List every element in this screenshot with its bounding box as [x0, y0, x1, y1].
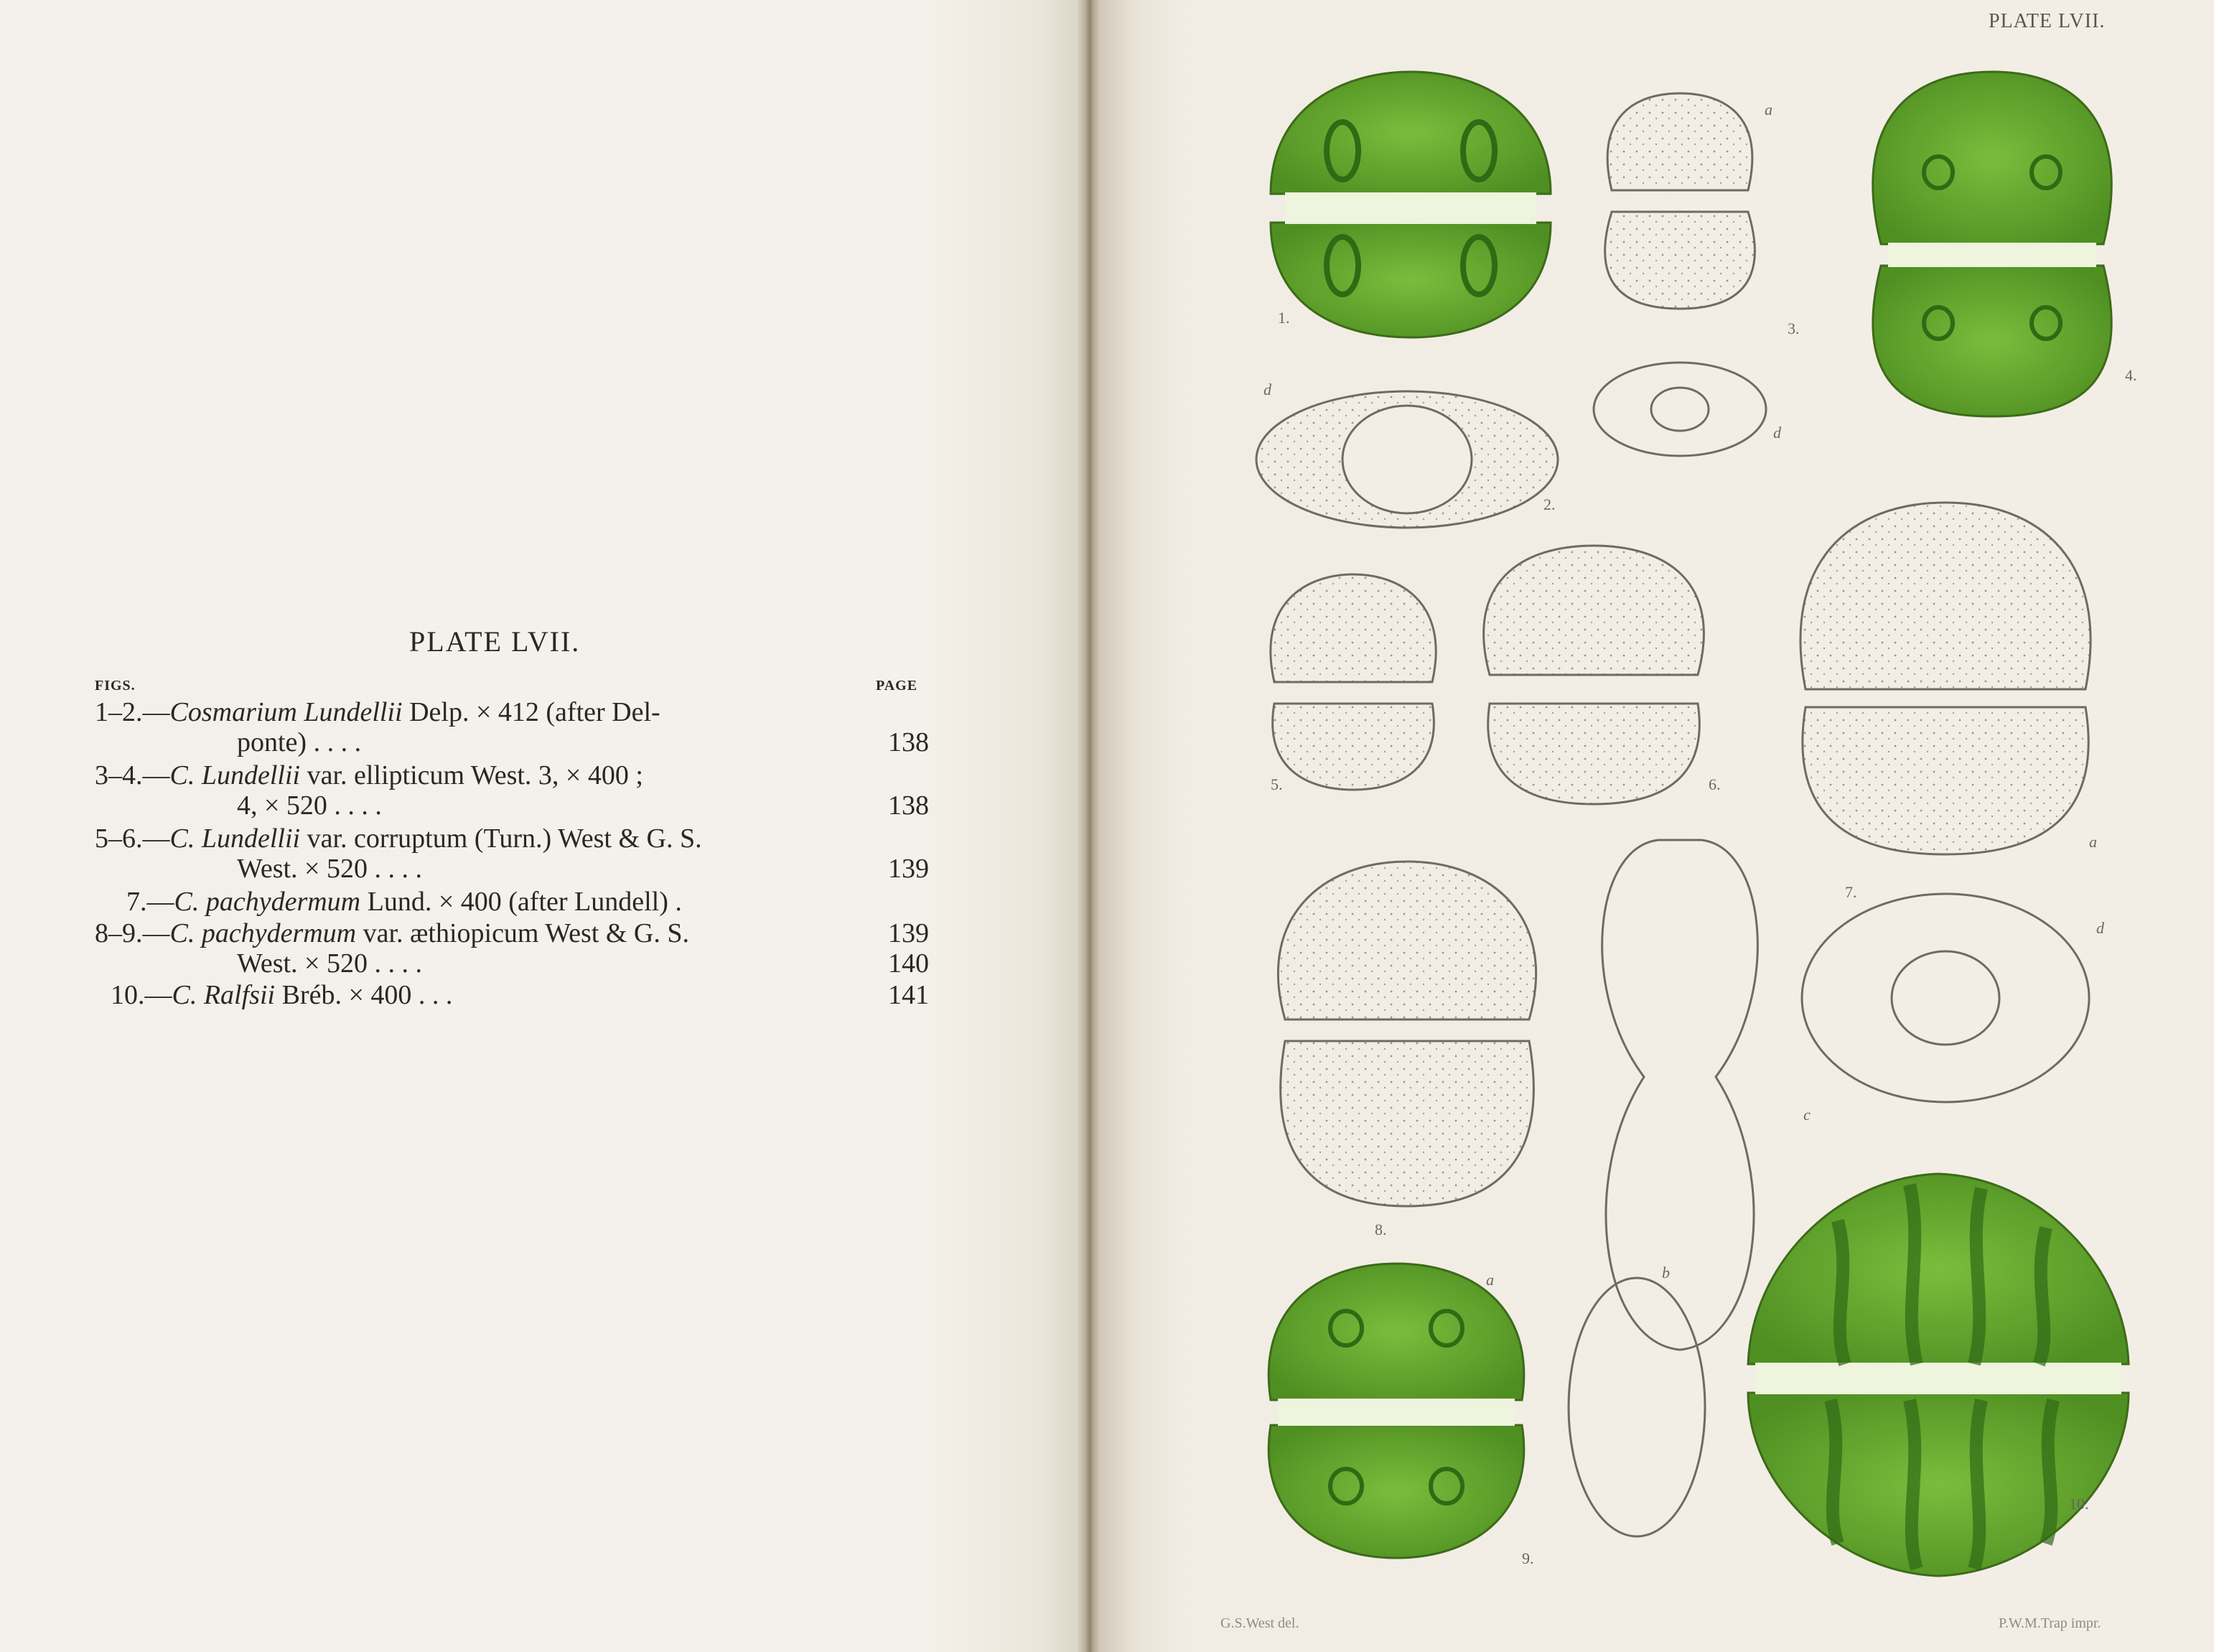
entry-row: [111, 979, 452, 1011]
entry-species: C. pachydermum: [169, 918, 357, 948]
figure-7c: [1602, 840, 1758, 1350]
figure-number: 6.: [1709, 775, 1721, 793]
entry-row: [95, 760, 643, 791]
figure-9b: [1569, 1278, 1705, 1536]
figure-letter: a: [2089, 833, 2097, 851]
figure-1: [1271, 72, 1551, 337]
figure-number: 8.: [1375, 1221, 1387, 1238]
entry-text: var. corruptum (Turn.) West & G. S.: [300, 823, 702, 854]
figure-4: [1873, 72, 2112, 416]
entry-text: Bréb. × 400 . . .: [275, 980, 453, 1010]
entry-text: Delp. × 412 (after Del-: [402, 697, 660, 727]
figure-letter: a: [1486, 1271, 1494, 1289]
figure-number: 9.: [1522, 1549, 1534, 1567]
entry-text: West. × 520 . . . .: [237, 854, 422, 884]
entry-species: C. Lundellii: [169, 760, 301, 790]
entry-figs: 8–9.—: [95, 918, 170, 948]
entry-text: ponte) . . . .: [237, 727, 362, 757]
plate-title: PLATE LVII.: [409, 625, 581, 658]
entry-figs: 10.—: [111, 980, 172, 1010]
entry-page: 141: [888, 980, 929, 1010]
figs-column-header: FIGS.: [95, 678, 136, 694]
figure-number: 2.: [1543, 495, 1556, 513]
figure-number: 4.: [2125, 366, 2137, 384]
entry-text: West. × 520 . . . .: [237, 948, 422, 979]
entry-row: [126, 886, 682, 918]
figure-10: [1748, 1174, 2129, 1576]
figure-6: [1484, 546, 1704, 804]
figure-letter: a: [1765, 101, 1772, 118]
credit-printer: P.W.M.Trap impr.: [1999, 1615, 2101, 1631]
entry-species: C. Lundellii: [169, 823, 301, 854]
figure-letter: d: [1773, 424, 1781, 442]
figure-number: 7.: [1845, 883, 1857, 901]
figure-7a: [1800, 503, 2091, 854]
figure-number: 5.: [1271, 775, 1283, 793]
figure-3d: [1594, 363, 1766, 456]
entry-figs: 5–6.—: [95, 823, 170, 854]
figure-letter: d: [1264, 381, 1271, 398]
running-head: PLATE LVII.: [1989, 10, 2106, 32]
figure-number: 10.: [2069, 1495, 2089, 1513]
entry-figs: 7.—: [126, 887, 174, 917]
entry-row: [237, 790, 382, 821]
entry-text: 4, × 520 . . . .: [237, 790, 382, 821]
entry-text: var. ellipticum West. 3, × 400 ;: [300, 760, 643, 790]
figure-number: 3.: [1788, 319, 1800, 337]
entry-page: 139: [888, 854, 929, 884]
figure-number: 1.: [1278, 309, 1290, 327]
entry-page: 138: [888, 790, 929, 821]
entry-species: C. Ralfsii: [172, 980, 276, 1010]
credit-artist: G.S.West del.: [1220, 1615, 1299, 1631]
page-column-header: PAGE: [876, 678, 918, 694]
entry-row: [237, 948, 422, 979]
figure-2: [1256, 391, 1558, 528]
entry-figs: 1–2.—: [95, 697, 170, 727]
entry-species: Cosmarium Lundellii: [169, 697, 403, 727]
entry-figs: 3–4.—: [95, 760, 170, 790]
entry-page: 139: [888, 918, 929, 948]
entry-row: [95, 823, 702, 854]
left-page: [0, 0, 1084, 1652]
plate-illustration: [1220, 57, 2154, 1601]
figure-9a: [1269, 1264, 1524, 1558]
entry-text: var. æthiopicum West & G. S.: [356, 918, 689, 948]
entry-species: C. pachydermum: [174, 887, 361, 917]
figure-5: [1271, 574, 1436, 790]
entry-row: [237, 727, 361, 758]
entry-page: 140: [888, 948, 929, 979]
entry-page: 138: [888, 727, 929, 757]
entry-row: [95, 918, 689, 949]
figure-letter: d: [2096, 919, 2104, 937]
entry-row: [95, 696, 660, 728]
figure-3a: [1605, 93, 1755, 309]
entry-text: Lund. × 400 (after Lundell) .: [360, 887, 682, 917]
entry-row: [237, 853, 422, 885]
figure-letter: c: [1803, 1106, 1811, 1124]
figure-8: [1278, 862, 1536, 1206]
figure-letter: b: [1662, 1264, 1670, 1282]
figure-7d: [1802, 894, 2089, 1102]
